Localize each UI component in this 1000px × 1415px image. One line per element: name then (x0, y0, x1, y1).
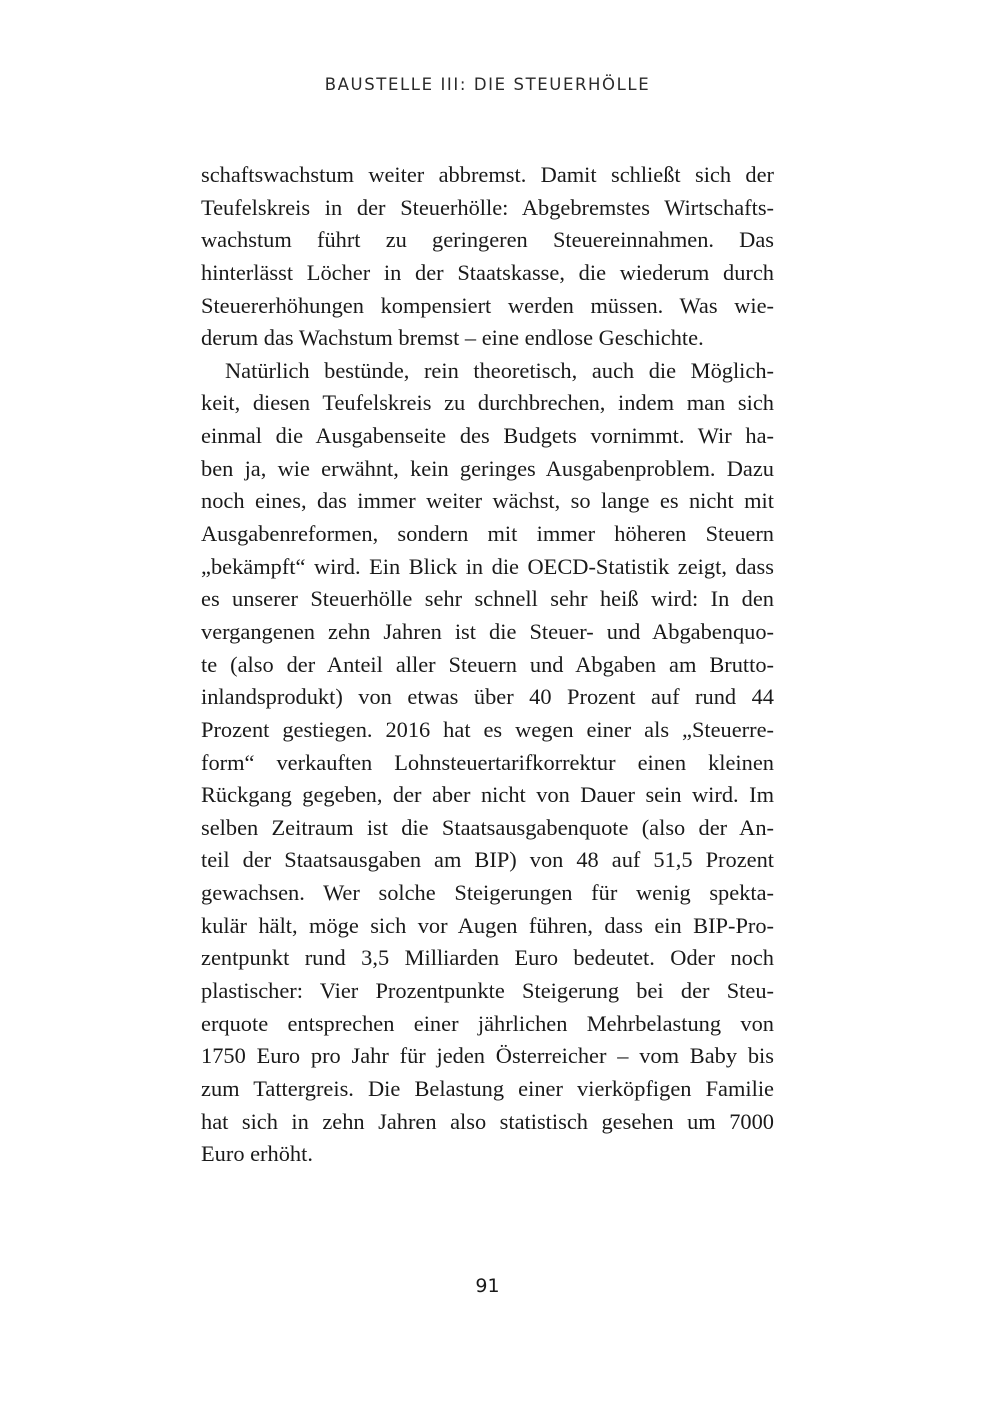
text-line: schaftswachstum weiter abbremst. Damit schließt sich der (201, 162, 774, 187)
text-line: keit, diesen Teufelskreis zu durchbrechen, indem man sich (201, 390, 774, 416)
text-line: derum das Wachstum bremst – eine endlose Geschichte. (201, 325, 704, 351)
text-line: wachstum führt zu geringeren Steuereinnahmen. Das (201, 227, 774, 253)
text-line: gewachsen. Wer solche Steigerungen für wenig spekta- (201, 880, 774, 906)
text-line: es unserer Steuerhölle sehr schnell sehr heiß wird: In den (201, 586, 774, 612)
text-line: ben ja, wie erwähnt, kein geringes Ausgabenproblem. Dazu (201, 455, 774, 481)
text-line: erquote entsprechen einer jährlichen Mehrbelastung von (201, 1010, 774, 1036)
text-line: form“ verkauften Lohnsteuertarifkorrektur einen kleinen (201, 749, 774, 775)
text-line: noch eines, das immer weiter wächst, so lange es nicht mit (201, 488, 774, 514)
text-line: Ausgabenreformen, sondern mit immer höheren Steuern (201, 521, 774, 547)
text-line: zum Tattergreis. Die Belastung einer vierköpfigen Familie (201, 1075, 774, 1101)
text-line: einmal die Ausgabenseite des Budgets vornimmt. Wir ha- (201, 423, 774, 449)
text-line: teil der Staatsausgaben am BIP) von 48 auf 51,5 Prozent (201, 847, 774, 873)
text-line: Steuererhöhungen kompensiert werden müssen. Was wie- (201, 292, 774, 318)
text-line: kulär hält, möge sich vor Augen führen, dass ein BIP-Pro- (201, 912, 774, 938)
text-line: „bekämpft“ wird. Ein Blick in die OECD-Statistik zeigt, dass (201, 553, 774, 579)
text-line: vergangenen zehn Jahren ist die Steuer- und Abgabenquo- (201, 618, 774, 644)
text-line: Teufelskreis in der Steuerhölle: Abgebremstes Wirtschafts- (201, 194, 774, 220)
text-line: Rückgang gegeben, der aber nicht von Dauer sein wird. Im (201, 782, 774, 808)
paragraph-2 (201, 355, 774, 1171)
body-text (201, 159, 774, 1171)
text-line: Prozent gestiegen. 2016 hat es wegen einer als „Steuerre- (201, 716, 774, 742)
running-head: BAUSTELLE III: DIE STEUERHÖLLE (324, 75, 651, 94)
text-line: plastischer: Vier Prozentpunkte Steigerung bei der Steu- (201, 978, 774, 1004)
text-line: hat sich in zehn Jahren also statistisch gesehen um 7000 (201, 1108, 774, 1134)
text-line: Natürlich bestünde, rein theoretisch, auch die Möglich- (225, 357, 774, 383)
text-line: zentpunkt rund 3,5 Milliarden Euro bedeutet. Oder noch (201, 945, 774, 971)
text-line: te (also der Anteil aller Steuern und Abgaben am Brutto- (201, 651, 774, 677)
paragraph-1 (201, 159, 774, 355)
page-number: 91 (475, 1275, 500, 1297)
text-line: Euro erhöht. (201, 1141, 313, 1167)
text-line: inlandsprodukt) von etwas über 40 Prozent auf rund 44 (201, 684, 774, 710)
text-line: hinterlässt Löcher in der Staatskasse, die wiederum durch (201, 259, 774, 285)
text-line: selben Zeitraum ist die Staatsausgabenquote (also der An- (201, 814, 774, 840)
text-line: 1750 Euro pro Jahr für jeden Österreicher – vom Baby bis (201, 1043, 774, 1069)
